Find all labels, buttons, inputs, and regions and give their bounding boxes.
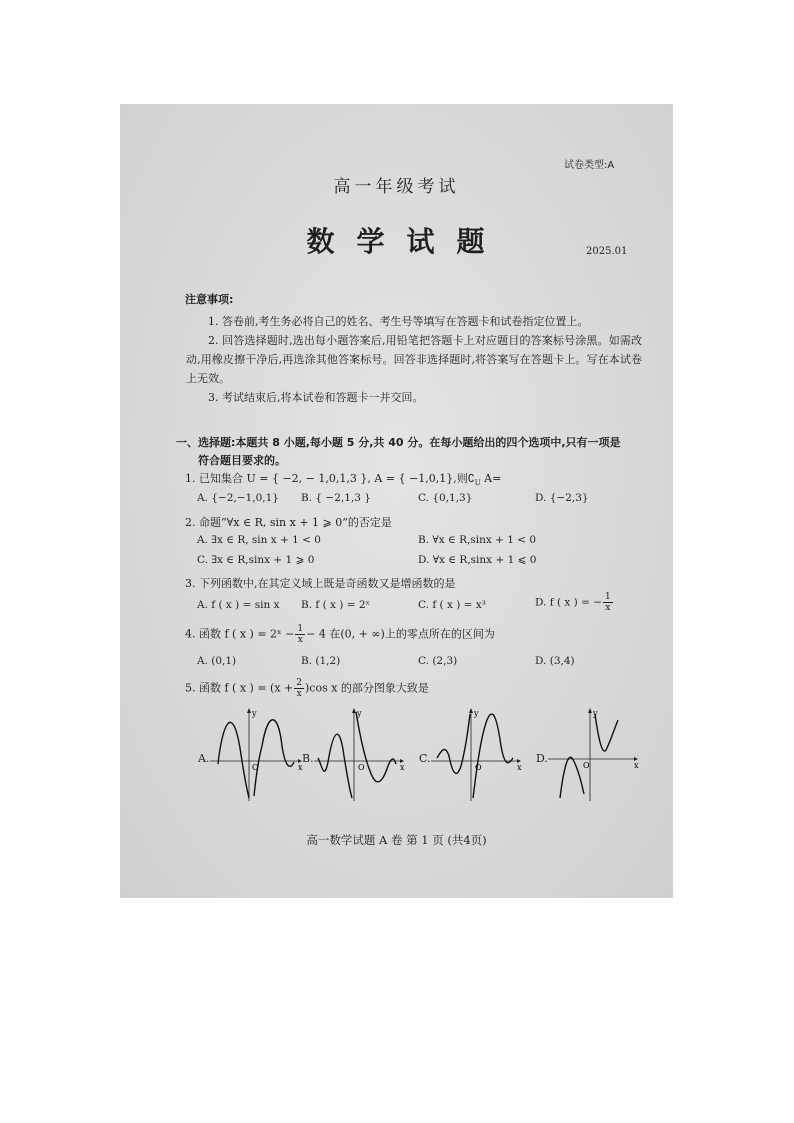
graph-d-origin: O (583, 761, 590, 770)
graph-b-origin: O (358, 763, 365, 772)
graph-a-origin: O (252, 763, 259, 772)
graph-d-y-label: y (593, 709, 598, 718)
notice-item: 2. 回答选择题时,选出每小题答案后,用铅笔把答题卡上对应题目的答案标号涂黑。如需改动,用橡皮擦干净后,再选涂其他答案标号。回答非选择题时,将答案写在答题卡上。写在本试卷上无效。 (186, 334, 642, 385)
fraction-denominator: x (605, 603, 611, 613)
graph-a-y-label: y (252, 709, 257, 718)
graph-c-origin: O (475, 763, 482, 772)
q3-option-c: C. f ( x ) = x³ (418, 599, 486, 611)
section-heading-line2: 符合题目要求的。 (198, 454, 286, 467)
q3-option-d-text: D. f ( x ) = − (535, 596, 603, 609)
notice-heading: 注意事项: (185, 293, 234, 306)
fraction-numerator: 1 (605, 592, 611, 602)
question-4-fraction (295, 624, 305, 645)
fraction-denominator: x (296, 689, 302, 699)
graph-a-y-arrow (247, 708, 251, 713)
graph-a-curve-right (254, 720, 294, 796)
graph-a (210, 706, 306, 802)
graph-a-x-label: x (298, 763, 303, 772)
q2-option-b: B. ∀x ∈ R,sinx + 1 < 0 (418, 534, 537, 546)
graph-d-y-arrow (588, 708, 592, 713)
complement-subscript: U (474, 479, 481, 488)
graph-a-curve-left (218, 722, 249, 798)
question-4-text-b: − 4 在(0, + ∞)上的零点所在的区间为 (306, 627, 495, 641)
question-5-text-a: 5. 函数 f ( x ) = (x + (185, 681, 294, 695)
graph-d-curve-left (560, 757, 584, 798)
q1-option-c: C. {0,1,3} (418, 492, 473, 504)
graph-c-y-arrow (469, 708, 473, 713)
fraction-denominator: x (297, 635, 303, 645)
graph-b-x-label: x (400, 763, 405, 772)
exam-paper (120, 104, 673, 898)
graph-b-y-label: y (357, 709, 362, 718)
notice-item: 1. 答卷前,考生务必将自己的姓名、考生号等填写在答题卡和试卷指定位置上。 (208, 315, 589, 328)
section-heading (176, 434, 646, 470)
q4-option-c: C. (2,3) (418, 655, 458, 667)
graph-c-label: C. (419, 752, 431, 765)
q1-option-b: B. { −2,1,3 } (301, 492, 371, 504)
question-1-stem (185, 470, 501, 487)
q3-option-d (535, 592, 614, 613)
question-3-stem: 3. 下列函数中,在其定义域上既是奇函数又是增函数的是 (185, 577, 456, 590)
question-5-stem (185, 678, 429, 699)
q1-option-d: D. {−2,3} (535, 492, 589, 504)
q2-option-d: D. ∀x ∈ R,sinx + 1 ⩽ 0 (418, 554, 537, 566)
question-5-text-b: )cos x 的部分图象大致是 (305, 681, 429, 695)
graph-c-y-label: y (474, 709, 479, 718)
graph-c (431, 706, 527, 802)
exam-title: 数学试题 (306, 225, 507, 258)
q4-option-a: A. (0,1) (197, 655, 237, 667)
q3-option-d-fraction (603, 592, 613, 613)
question-2-stem: 2. 命题“∀x ∈ R, sin x + 1 ⩾ 0”的否定是 (185, 516, 392, 529)
graph-d-curve-right (595, 714, 618, 751)
graph-a-label: A. (198, 752, 210, 765)
graph-c-curve-right (473, 714, 513, 798)
graph-b-label: B. (302, 752, 314, 765)
q1-option-a: A. {−2,−1,0,1} (197, 492, 279, 504)
q3-option-a: A. f ( x ) = sin x (197, 599, 280, 611)
question-1-text: 1. 已知集合 U = { −2, − 1,0,1,3 }, A = { −1,0,1},则∁ (185, 472, 475, 485)
question-1-tail: A= (480, 472, 502, 485)
q2-option-a: A. ∃x ∈ R, sin x + 1 < 0 (197, 534, 321, 546)
paper-type-label: 试卷类型:A (564, 160, 615, 171)
q4-option-b: B. (1,2) (301, 655, 341, 667)
question-4-stem (185, 624, 495, 645)
section-heading-line1: 一、选择题:本题共 8 小题,每小题 5 分,共 40 分。在每小题给出的四个选项中,只有一项是 (176, 436, 621, 449)
question-5-fraction (294, 678, 304, 699)
graph-c-curve-left (437, 714, 470, 773)
graph-c-x-label: x (517, 763, 522, 772)
page-footer: 高一数学试题 A 卷 第 1 页 (共4页) (306, 833, 487, 847)
question-4-text-a: 4. 函数 f ( x ) = 2ˣ − (185, 627, 295, 641)
fraction-numerator: 1 (297, 624, 304, 634)
fraction-numerator: 2 (296, 678, 302, 688)
exam-subtitle: 高一年级考试 (333, 177, 460, 197)
exam-date: 2025.01 (586, 246, 628, 257)
q2-option-c: C. ∃x ∈ R,sinx + 1 ⩾ 0 (197, 554, 315, 566)
graph-d (548, 706, 644, 802)
q3-option-b: B. f ( x ) = 2ˣ (301, 599, 371, 611)
graph-b-curve-left (318, 734, 352, 798)
notice-item: 3. 考试结束后,将本试卷和答题卡一并交回。 (208, 391, 424, 404)
q4-option-d: D. (3,4) (535, 655, 575, 667)
graph-d-x-label: x (634, 761, 639, 770)
graph-d-label: D. (536, 752, 548, 765)
graph-b (314, 706, 410, 802)
notice-list (186, 312, 642, 407)
